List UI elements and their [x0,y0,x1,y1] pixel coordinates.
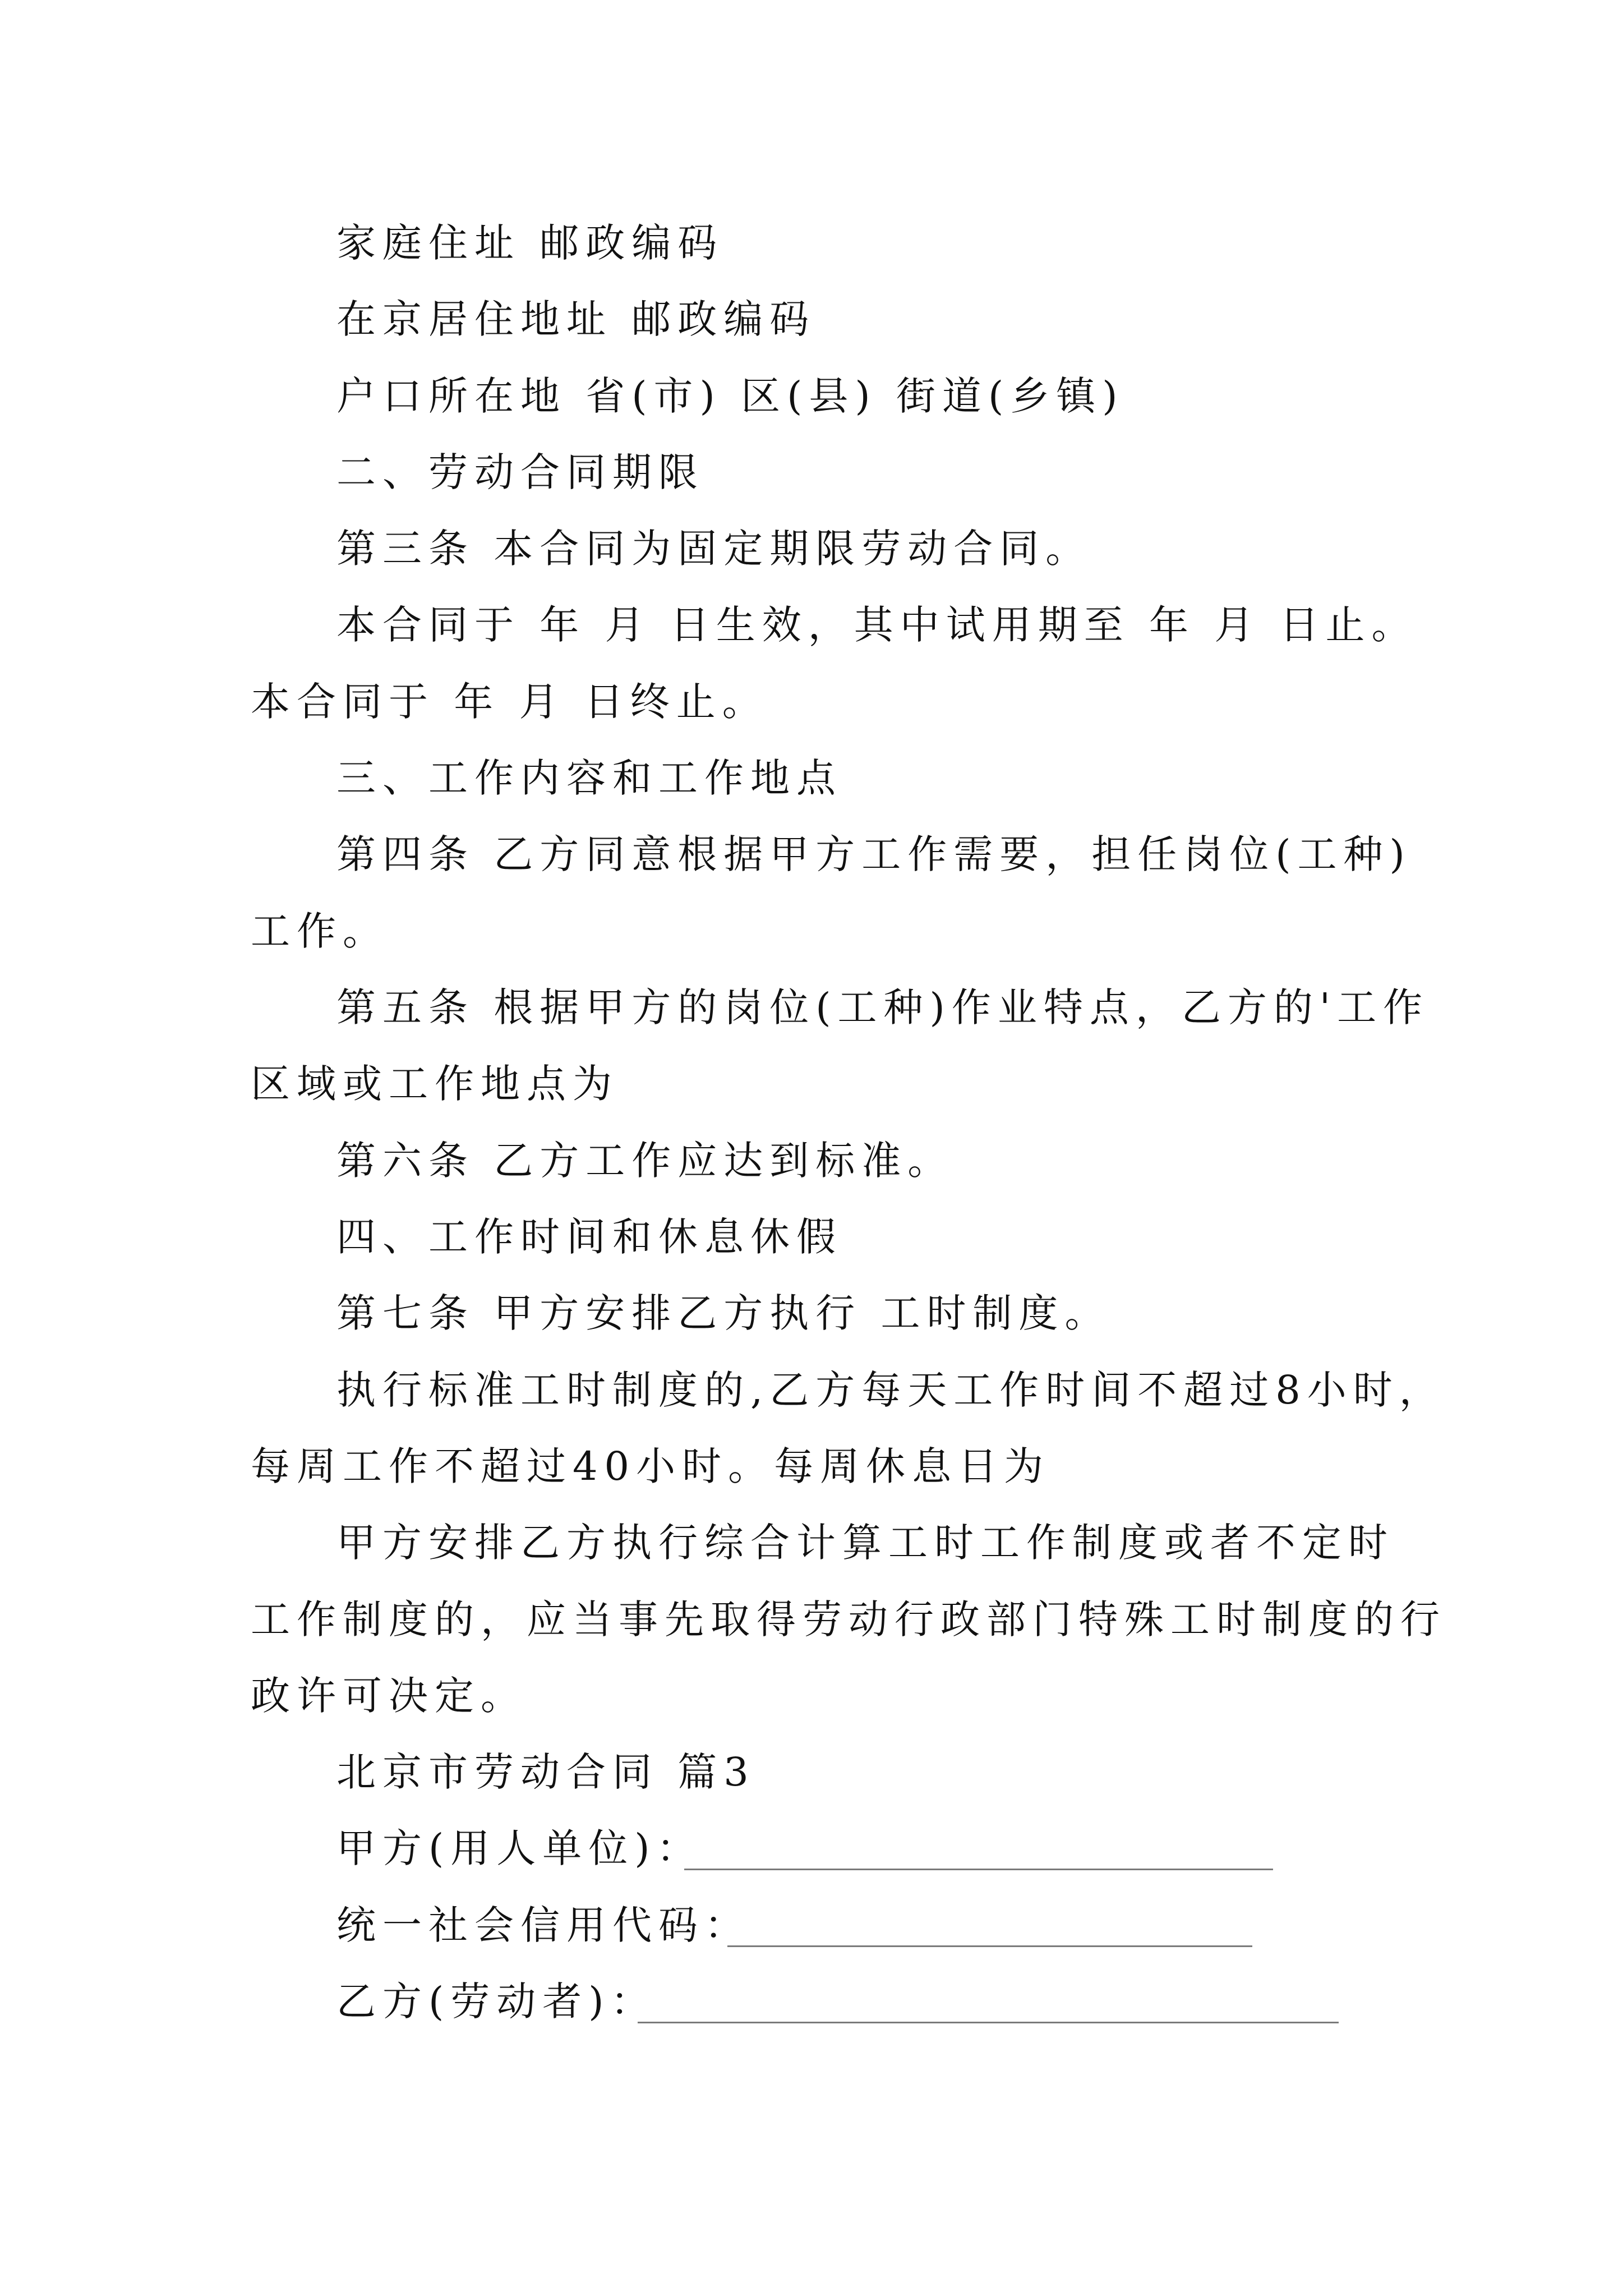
article-four-line-1: 第四条 乙方同意根据甲方工作需要，担任岗位(工种) [336,831,1412,877]
employer-blank-line [684,1869,1273,1870]
credit-code-label: 统一社会信用代码： [336,1902,750,1948]
section-three-heading: 三、工作内容和工作地点 [336,755,842,801]
contract-effective-line: 本合同于 年 月 日生效，其中试用期至 年 月 日止。 [336,602,1418,648]
special-hours-line-1: 甲方安排乙方执行综合计算工时工作制度或者不定时 [336,1520,1394,1566]
standard-hours-line-1: 执行标准工时制度的,乙方每天工作时间不超过8小时， [336,1367,1445,1413]
home-address-line: 家庭住址 邮政编码 [336,220,724,266]
contract-part-three-heading: 北京市劳动合同 篇3 [336,1749,755,1795]
credit-code-blank-line [727,1945,1252,1947]
special-hours-line-2: 工作制度的，应当事先取得劳动行政部门特殊工时制度的行 [251,1596,1446,1642]
article-six: 第六条 乙方工作应达到标准。 [336,1138,954,1184]
section-four-heading: 四、工作时间和休息休假 [336,1214,842,1260]
special-hours-line-3: 政许可决定。 [251,1673,527,1719]
household-registration-line: 户口所在地 省(市) 区(县) 街道(乡镇) [336,373,1124,419]
article-five-line-2: 区域或工作地点为 [251,1061,619,1107]
article-four-line-2: 工作。 [251,908,389,954]
employee-blank-line [638,2022,1339,2023]
contract-end-line: 本合同于 年 月 日终止。 [251,679,768,725]
article-five-line-1: 第五条 根据甲方的岗位(工种)作业特点，乙方的'工作 [336,984,1430,1030]
beijing-address-line: 在京居住地址 邮政编码 [336,296,816,342]
article-seven: 第七条 甲方安排乙方执行 工时制度。 [336,1290,1111,1336]
section-two-heading: 二、劳动合同期限 [336,449,704,495]
employer-label: 甲方(用人单位)： [336,1825,703,1871]
standard-hours-line-2: 每周工作不超过40小时。每周休息日为 [251,1443,1050,1489]
article-three: 第三条 本合同为固定期限劳动合同。 [336,526,1092,572]
employee-label: 乙方(劳动者)： [336,1978,657,2024]
